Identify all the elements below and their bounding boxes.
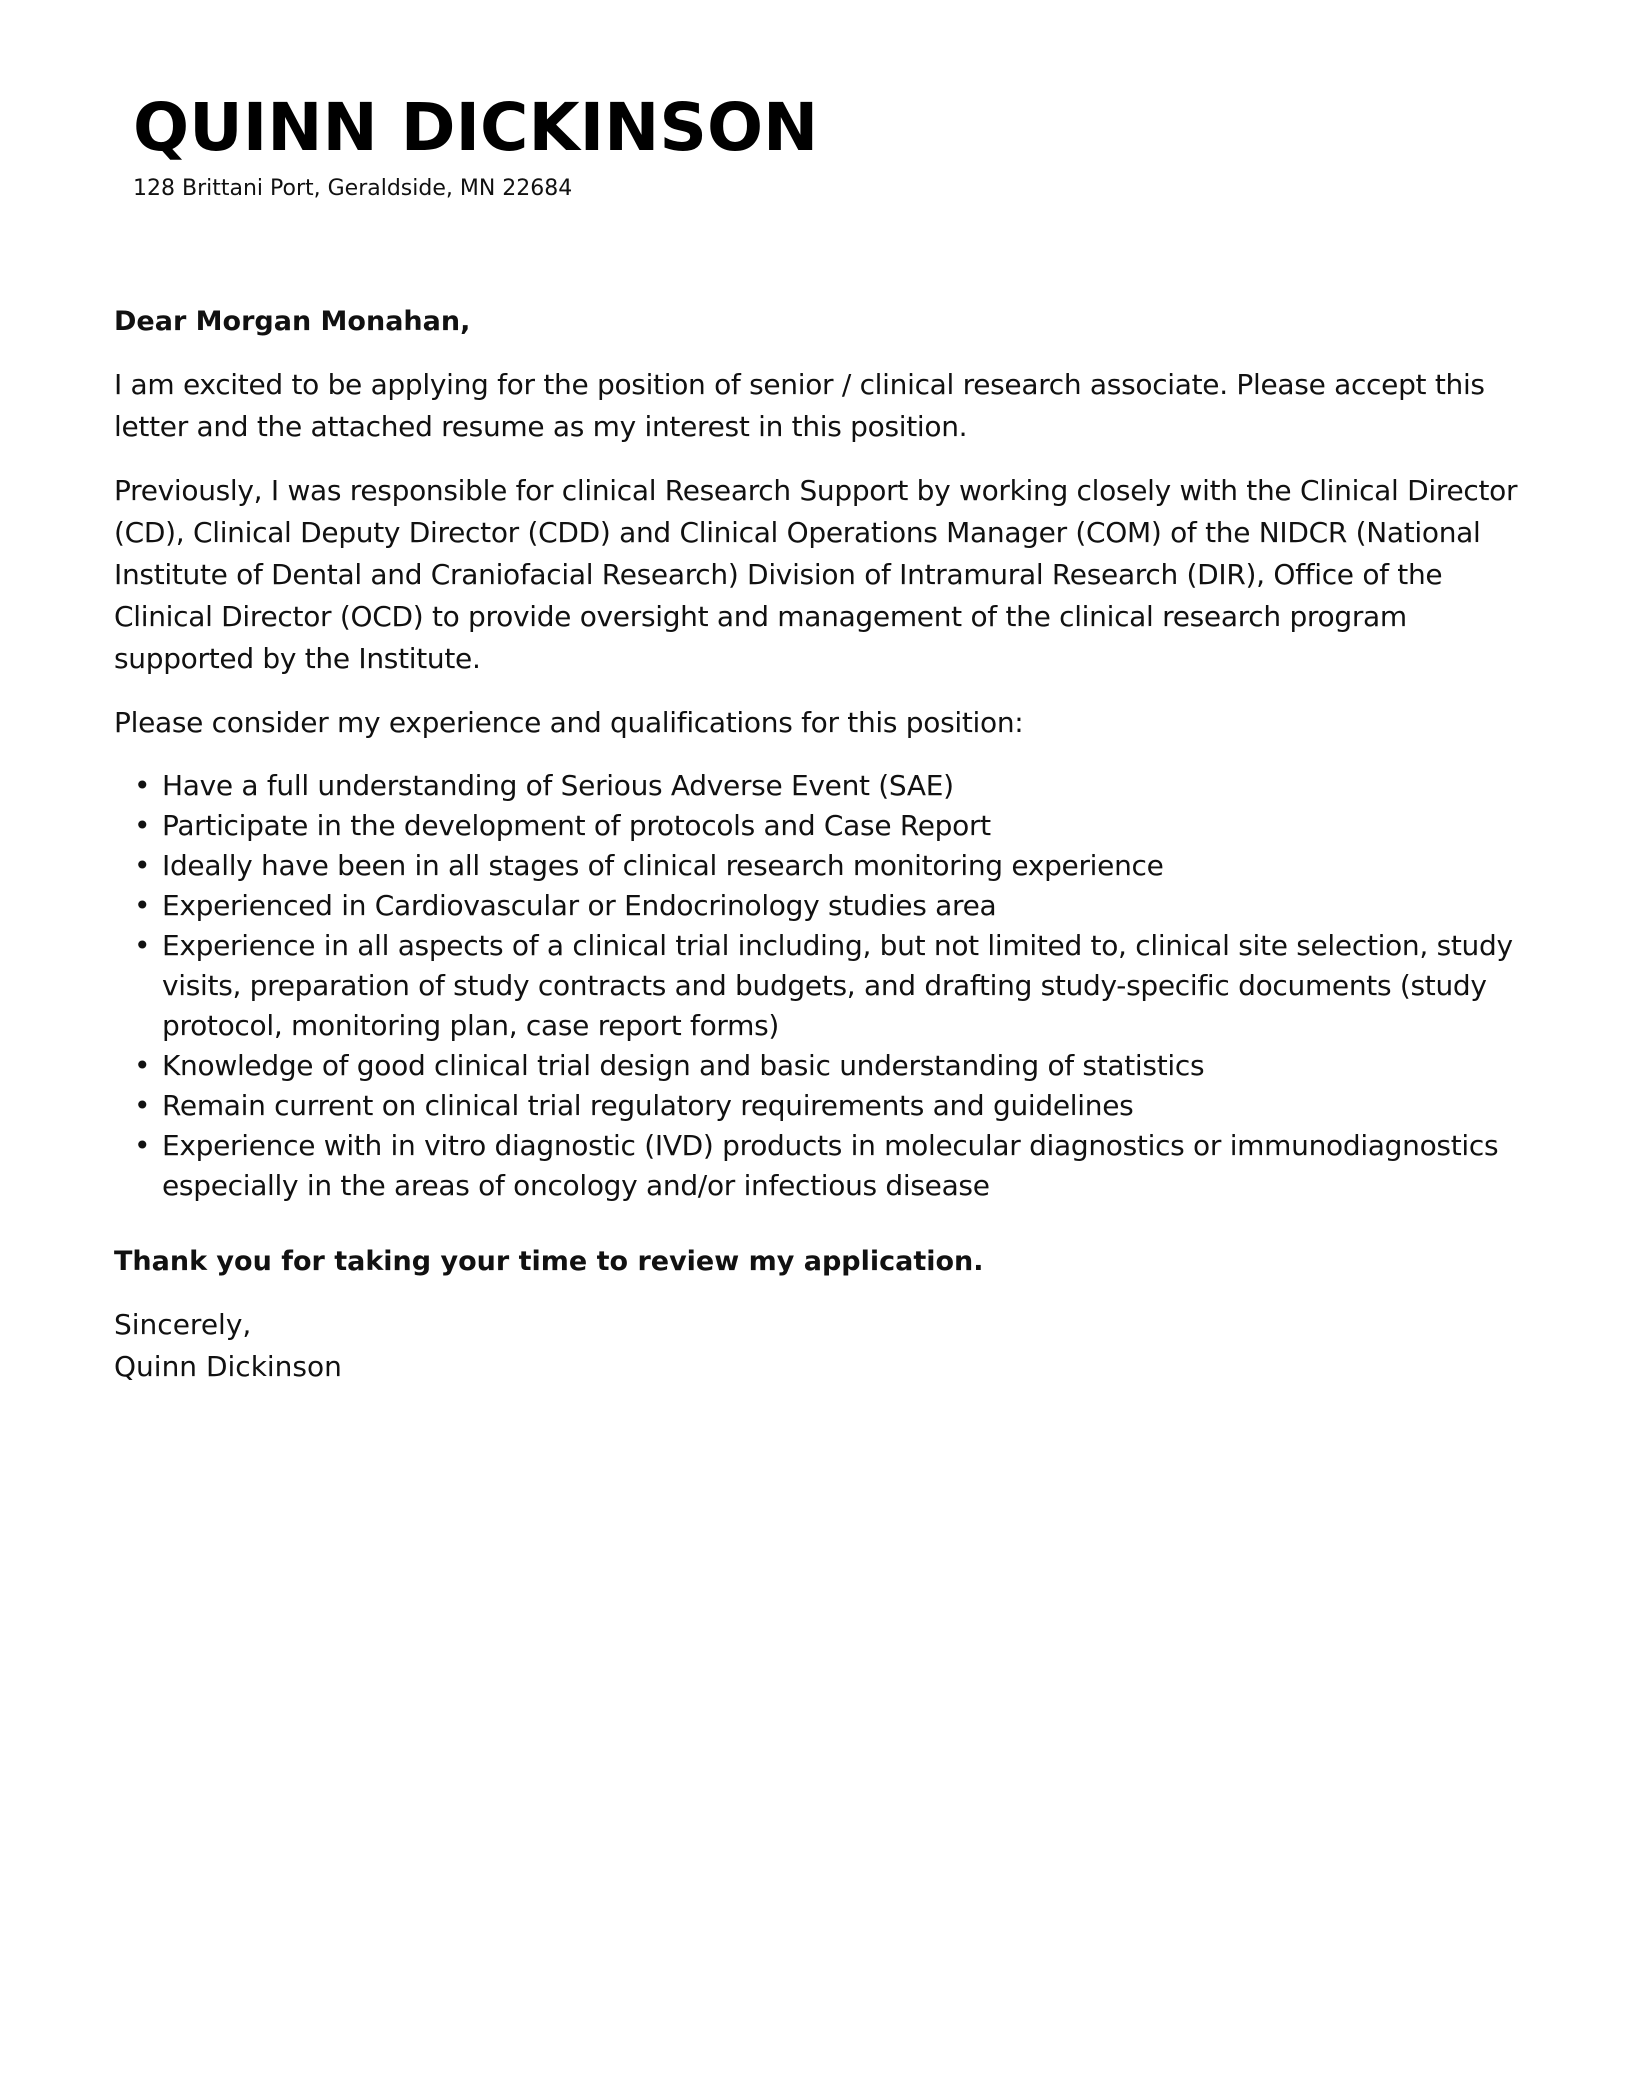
list-item (134, 806, 1534, 846)
list-item (134, 766, 1534, 806)
letterhead (133, 88, 818, 204)
list-item-text: Experience in all aspects of a clinical trial including, but not limited to, clinical site selection, study visits, preparation of study contracts and budgets, and drafting study-specific documents (study protocol, monitoring plan, case report forms) (162, 929, 1513, 1042)
closing-statement: Thank you for taking your time to review my application. (114, 1246, 984, 1277)
qualifications-list (114, 766, 1534, 1206)
bullet-icon: • (134, 809, 151, 842)
list-item-text: Have a full understanding of Serious Adverse Event (SAE) (162, 769, 954, 802)
list-item (134, 1046, 1534, 1086)
qualifications-intro: Please consider my experience and qualifications for this position: (114, 706, 1024, 739)
intro-paragraph: I am excited to be applying for the position of senior / clinical research associate. Please accept this letter and the attached resume as my interest in this position. (114, 368, 1485, 443)
bullet-icon: • (134, 889, 151, 922)
sender-name: QUINN DICKINSON (133, 89, 819, 166)
list-item (134, 886, 1534, 926)
list-item-text: Experienced in Cardiovascular or Endocrinology studies area (162, 889, 997, 922)
list-item-text: Participate in the development of protocols and Case Report (162, 809, 991, 842)
bullet-icon: • (134, 1129, 151, 1162)
list-item (134, 926, 1534, 1046)
list-item-text: Knowledge of good clinical trial design and basic understanding of statistics (162, 1049, 1205, 1082)
experience-paragraph: Previously, I was responsible for clinical Research Support by working closely with the Clinical Director (CD), Clinical Deputy Director (CDD) and Clinical Operations Manager (COM) of the NIDCR (National Institute of Dental and Craniofacial Research) Division of Intramural Research (DIR), Office of the Clinical Director (OCD) to provide oversight and management of the clinical research program supported by the Institute. (114, 474, 1518, 675)
signoff: Sincerely, (114, 1308, 252, 1341)
list-item-text: Remain current on clinical trial regulatory requirements and guidelines (162, 1089, 1134, 1122)
bullet-icon: • (134, 849, 151, 882)
list-item (134, 846, 1534, 886)
list-item (134, 1126, 1534, 1206)
bullet-icon: • (134, 769, 151, 802)
list-item-text: Experience with in vitro diagnostic (IVD) products in molecular diagnostics or immunodiagnostics especially in the areas of oncology and/or infectious disease (162, 1129, 1499, 1202)
bullet-icon: • (134, 929, 151, 962)
bullet-icon: • (134, 1089, 151, 1122)
sender-address: 128 Brittani Port, Geraldside, MN 22684 (133, 176, 573, 201)
signature: Quinn Dickinson (114, 1350, 342, 1383)
bullet-icon: • (134, 1049, 151, 1082)
salutation: Dear Morgan Monahan, (114, 306, 471, 337)
letter-body (114, 302, 1534, 1388)
list-item-text: Ideally have been in all stages of clinical research monitoring experience (162, 849, 1164, 882)
list-item (134, 1086, 1534, 1126)
